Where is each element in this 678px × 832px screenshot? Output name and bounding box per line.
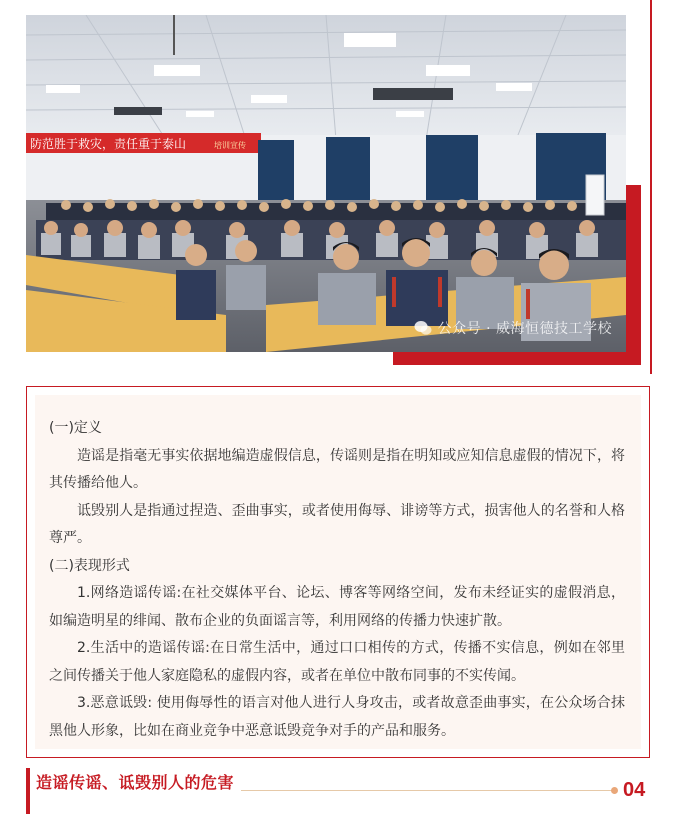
decor-red-block-right (626, 185, 641, 365)
section-heading (26, 768, 650, 818)
paragraph-daily-rumor: 2.生活中的造谣传谣:在日常生活中，通过口口相传的方式，传播不实信息，例如在邻里之间传播关于他人家庭隐私的虚假内容，或者在单位中散布同事的不实传闻。 (49, 640, 625, 684)
decor-vertical-line (650, 0, 652, 374)
watermark (414, 318, 612, 338)
section-number: 04 (623, 779, 646, 801)
decor-red-block-bottom (393, 352, 641, 365)
section-heading-title: 造谣传谣、诋毁别人的危害 (36, 773, 235, 792)
paragraph-malicious-defamation: 3.恶意诋毁: 使用侮辱性的语言对他人进行人身攻击，或者故意歪曲事实，在公众场合抹黑他人形象，比如在商业竞争中恶意诋毁竞争对手的产品和服务。 (49, 695, 625, 739)
wechat-icon (414, 320, 432, 336)
heading-accent-bar (26, 768, 30, 814)
subtitle-forms: (二)表现形式 (49, 557, 130, 574)
definition-card (26, 386, 650, 758)
heading-divider-line (241, 790, 613, 791)
lecture-hall-illustration (26, 15, 626, 352)
banner-small-text: 培训宣传 (214, 141, 246, 150)
lecture-hall-photo (26, 15, 626, 352)
subtitle-definition: (一)定义 (49, 420, 102, 436)
paragraph-rumor-definition: 造谣是指毫无事实依据地编造虚假信息，传谣则是指在明知或应知信息虚假的情况下，将其传播给他人。 (49, 447, 625, 491)
paragraph-online-rumor: 1.网络造谣传谣:在社交媒体平台、论坛、博客等网络空间，发布未经证实的虚假消息，如编造明星的绯闻、散布企业的负面谣言等，利用网络的传播力快速扩散。 (49, 585, 625, 629)
heading-dot (611, 787, 618, 794)
definition-card-body (35, 395, 641, 749)
watermark-text: 公众号 · 威海恒德技工学校 (437, 321, 612, 337)
banner-text: 防范胜于救灾，责任重于泰山 (30, 137, 187, 151)
paragraph-defamation-definition: 诋毁别人是指通过捏造、歪曲事实，或者使用侮辱、诽谤等方式，损害他人的名誉和人格尊严。 (49, 502, 625, 546)
